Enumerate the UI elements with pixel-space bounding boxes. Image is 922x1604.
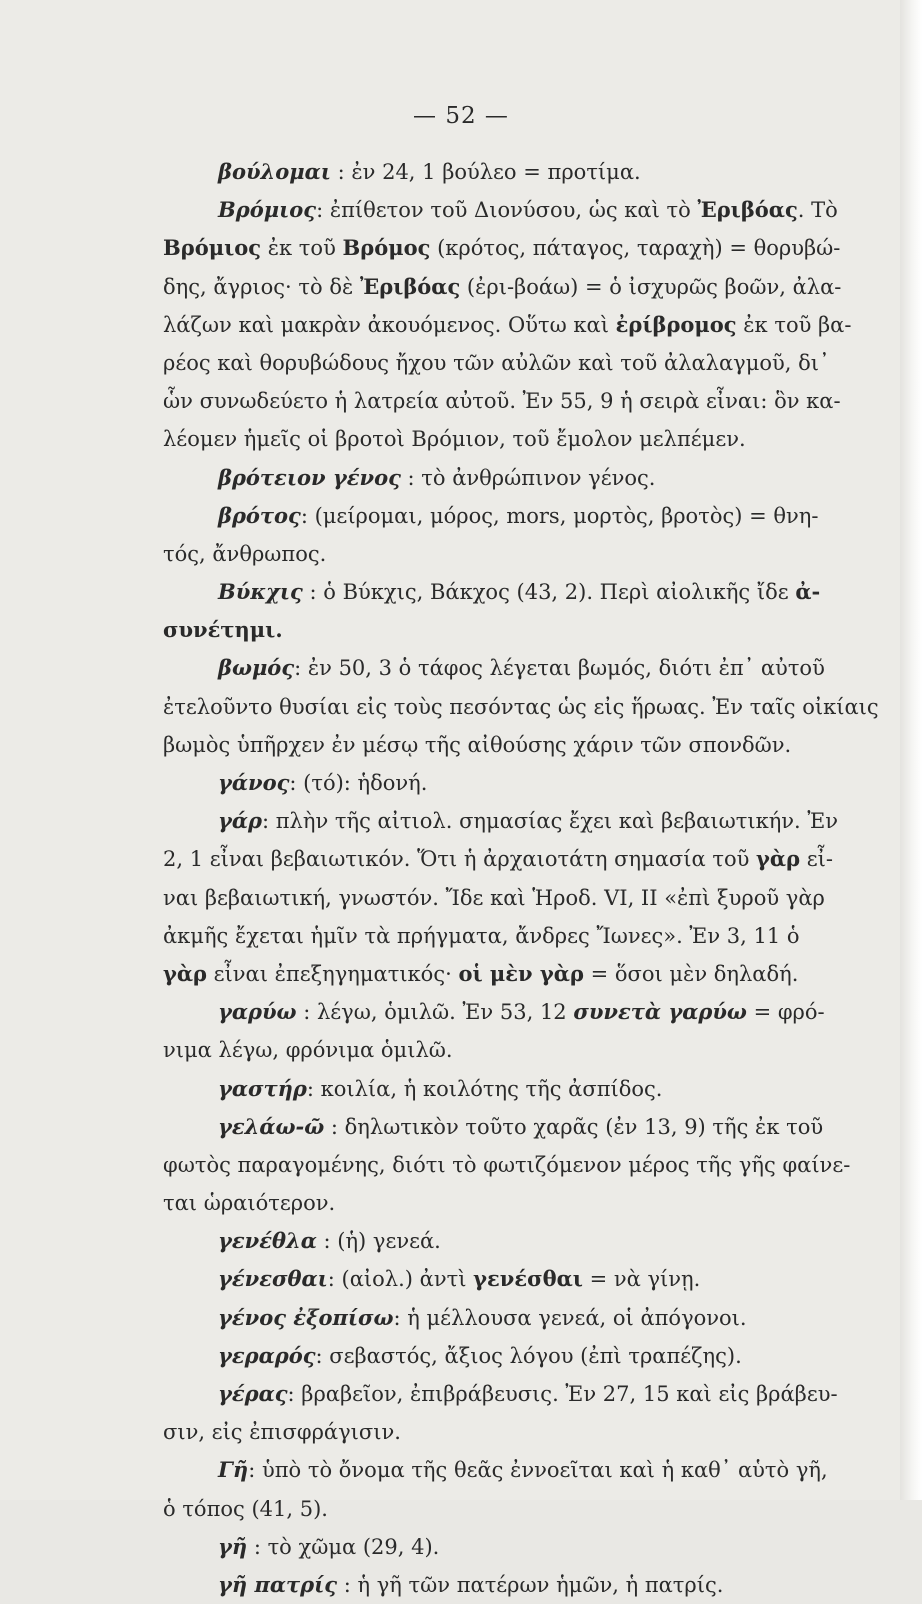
text-line bbox=[163, 1031, 881, 1069]
text-line bbox=[163, 1528, 881, 1566]
text-line bbox=[163, 1184, 881, 1222]
entry-text: (κρότος, πάταγος, ταραχὴ) = θορυβώ- bbox=[430, 236, 841, 261]
bold-term: Βρόμος bbox=[342, 235, 431, 261]
text-line bbox=[163, 688, 881, 726]
entry-text: (ἐρι-βοάω) = ὁ ἰσχυρῶς βοῶν, ἀλα- bbox=[460, 274, 842, 299]
entry-text: λέομεν ἡμεῖς οἱ βροτοὶ Βρόμιον, τοῦ ἔμολον μελπέμεν. bbox=[163, 427, 746, 452]
entry-text: : λέγω, ὁμιλῶ. Ἐν 53, 12 bbox=[296, 1000, 574, 1025]
entry-text: : ἡ γῆ τῶν πατέρων ἡμῶν, ἡ πατρίς. bbox=[337, 1572, 724, 1597]
text-line bbox=[163, 1299, 881, 1337]
bold-term: ἐρίβρομος bbox=[615, 311, 737, 337]
text-line bbox=[163, 840, 881, 878]
entry-headword: βωμός bbox=[218, 655, 295, 681]
entry-text: σιν, εἰς ἐπισφράγισιν. bbox=[163, 1420, 401, 1445]
text-line bbox=[163, 649, 881, 687]
bold-term: γὰρ bbox=[756, 846, 801, 872]
page-number: — 52 — bbox=[413, 103, 509, 129]
entry-text: εἶναι ἐπεξηγηματικός· bbox=[207, 961, 459, 986]
text-line bbox=[163, 993, 881, 1031]
entry-text: : τὸ ἀνθρώπινον γένος. bbox=[400, 465, 656, 490]
entry-headword: γενέθλα bbox=[218, 1228, 317, 1254]
entry-text: ἀκμῆς ἔχεται ἡμῖν τὰ πρήγματα, ἄνδρες Ἴωνες». Ἐν 3, 11 ὁ bbox=[163, 923, 800, 948]
entry-text: : ἐν 24, 1 βούλεο = προτίμα. bbox=[330, 160, 641, 184]
bold-term: οἱ μὲν γὰρ bbox=[458, 960, 584, 986]
entry-headword: Βύκχις bbox=[218, 579, 303, 605]
entry-text: εἶ- bbox=[800, 847, 833, 872]
entry-text: 2, 1 εἶναι βεβαιωτικόν. Ὅτι ἡ ἀρχαιοτάτη σημασία τοῦ bbox=[163, 847, 757, 872]
text-line bbox=[163, 497, 881, 535]
entry-headword: γεραρός bbox=[218, 1342, 316, 1368]
entry-text: νιμα λέγω, φρόνιμα ὁμιλῶ. bbox=[163, 1038, 453, 1063]
entry-text: ναι βεβαιωτική, γνωστόν. Ἴδε καὶ Ἡροδ. VI, II «ἐπὶ ξυροῦ γὰρ bbox=[163, 885, 825, 910]
text-line bbox=[163, 382, 881, 420]
entry-text: λάζων καὶ μακρὰν ἀκουόμενος. Οὕτω καὶ bbox=[163, 312, 616, 337]
text-line bbox=[163, 535, 881, 573]
entry-text: : βραβεῖον, ἐπιβράβευσις. Ἐν 27, 15 καὶ εἰς βράβευ- bbox=[287, 1382, 838, 1406]
entry-text: : (μείρομαι, μόρος, mors, μορτὸς, βροτὸς) = θνη- bbox=[300, 503, 819, 528]
entry-headword: γένος ἐξοπίσω bbox=[218, 1304, 394, 1330]
entry-text: ὁ τόπος (41, 5). bbox=[163, 1496, 328, 1521]
entry-text: : ἡ μέλλουσα γενεά, οἱ ἀπόγονοι. bbox=[393, 1305, 747, 1330]
text-line bbox=[163, 229, 881, 267]
text-line bbox=[163, 1337, 881, 1375]
text-line bbox=[163, 191, 881, 229]
entry-text: : (ἡ) γενεά. bbox=[316, 1229, 441, 1254]
text-line bbox=[163, 1108, 881, 1146]
text-line bbox=[163, 153, 881, 191]
text-line bbox=[163, 726, 881, 764]
entry-headword: Γῆ bbox=[218, 1457, 249, 1483]
entry-headword: γάνος bbox=[218, 770, 290, 795]
entry-headword: γένεσθαι bbox=[218, 1266, 328, 1292]
entry-text: : σεβαστός, ἄξιος λόγου (ἐπὶ τραπέζης). bbox=[315, 1343, 742, 1368]
entry-headword: γῆ πατρίς bbox=[218, 1571, 338, 1597]
entry-text: = νὰ γίνῃ. bbox=[582, 1267, 701, 1292]
entry-text: : ἐπίθετον τοῦ Διονύσου, ὡς καὶ τὸ bbox=[316, 198, 698, 223]
text-line bbox=[163, 611, 881, 649]
entry-text: : πλὴν τῆς αἰτιολ. σημασίας ἔχει καὶ βεβαιωτικήν. Ἐν bbox=[262, 809, 839, 834]
entry-text: : (αἰολ.) ἀντὶ bbox=[327, 1267, 474, 1292]
entry-headword: γαρύω bbox=[218, 999, 297, 1025]
entry-text: : ὑπὸ τὸ ὄνομα τῆς θεᾶς ἐννοεῖται καὶ ἡ καθ᾿ αὑτὸ γῆ, bbox=[248, 1458, 828, 1483]
bold-term: γενέσθαι bbox=[473, 1266, 583, 1292]
text-line bbox=[163, 955, 881, 993]
entry-headword: γάρ bbox=[218, 808, 262, 834]
entry-headword: συνετὰ γαρύω bbox=[573, 999, 747, 1025]
text-line bbox=[163, 1222, 881, 1260]
entry-headword: Βρόμιος bbox=[218, 197, 317, 223]
entry-text: : (τό): ἡδονή. bbox=[289, 771, 428, 795]
entry-text: . Τὸ bbox=[797, 198, 838, 223]
text-line bbox=[163, 1070, 881, 1108]
entry-text: τός, ἄνθρωπος. bbox=[163, 541, 327, 566]
entry-headword: βούλομαι bbox=[218, 159, 331, 184]
text-line bbox=[163, 802, 881, 840]
entry-text: ἐκ τοῦ bbox=[261, 236, 343, 261]
entry-text: φωτὸς παραγομένης, διότι τὸ φωτιζόμενον μέρος τῆς γῆς φαίνε- bbox=[163, 1152, 851, 1177]
text-line bbox=[163, 879, 881, 917]
entry-text: βωμὸς ὑπῆρχεν ἐν μέσῳ τῆς αἰθούσης χάριν τῶν σπονδῶν. bbox=[163, 732, 792, 757]
text-line bbox=[163, 1566, 881, 1604]
entry-text: = ὅσοι μὲν δηλαδή. bbox=[583, 961, 799, 986]
entry-headword: γελάω-ῶ bbox=[218, 1113, 325, 1139]
entry-text: : ὁ Βύκχις, Βάκχος (43, 2). Περὶ αἰολικῆς ἴδε bbox=[302, 580, 796, 605]
bold-term: Βρόμιος bbox=[163, 235, 262, 261]
text-line bbox=[163, 306, 881, 344]
text-line bbox=[163, 1260, 881, 1298]
text-line bbox=[163, 1146, 881, 1184]
entry-text: ἐτελοῦντο θυσίαι εἰς τοὺς πεσόντας ὡς εἰς ἥρωας. Ἐν ταῖς οἰκίαις bbox=[163, 694, 879, 719]
entry-text: ται ὡραιότερον. bbox=[163, 1191, 336, 1216]
dictionary-text bbox=[163, 153, 881, 1604]
entry-headword: γέρας bbox=[218, 1381, 288, 1406]
bold-term: συνέτημι. bbox=[163, 617, 283, 643]
entry-text: = φρό- bbox=[746, 1000, 825, 1025]
text-line bbox=[163, 268, 881, 306]
bold-term: Ἐριβόας bbox=[697, 197, 798, 223]
entry-headword: βρότος bbox=[218, 502, 301, 528]
entry-headword: βρότειον γένος bbox=[218, 464, 401, 490]
text-line bbox=[163, 1490, 881, 1528]
text-line bbox=[163, 1413, 881, 1451]
bold-term: γὰρ bbox=[163, 960, 207, 986]
text-line bbox=[163, 459, 881, 497]
entry-text: : δηλωτικὸν τοῦτο χαρᾶς (ἐν 13, 9) τῆς ἐκ τοῦ bbox=[324, 1114, 824, 1139]
entry-headword: γαστήρ bbox=[218, 1075, 307, 1101]
text-line bbox=[163, 764, 881, 802]
page-edge bbox=[900, 0, 922, 1500]
entry-text: ἐκ τοῦ βα- bbox=[736, 312, 852, 337]
text-line bbox=[163, 344, 881, 382]
entry-text: : τὸ χῶμα (29, 4). bbox=[247, 1534, 440, 1559]
entry-text: δης, ἄγριος· τὸ δὲ bbox=[163, 274, 360, 299]
entry-text: : κοιλία, ἡ κοιλότης τῆς ἀσπίδος. bbox=[306, 1076, 663, 1101]
entry-text: ρέος καὶ θορυβώδους ἤχου τῶν αὐλῶν καὶ τοῦ ἀλαλαγμοῦ, δι᾿ bbox=[163, 350, 830, 375]
entry-text: : ἐν 50, 3 ὁ τάφος λέγεται βωμός, διότι ἐπ᾿ αὐτοῦ bbox=[294, 656, 825, 681]
text-line bbox=[163, 917, 881, 955]
text-line bbox=[163, 420, 881, 458]
bold-term: ἀ- bbox=[795, 579, 821, 605]
text-line bbox=[163, 1375, 881, 1413]
entry-text: ὧν συνωδεύετο ἡ λατρεία αὐτοῦ. Ἐν 55, 9 ἡ σειρὰ εἶναι: ὃν κα- bbox=[163, 389, 841, 414]
entry-headword: γῆ bbox=[218, 1533, 248, 1559]
text-line bbox=[163, 1451, 881, 1489]
text-line bbox=[163, 573, 881, 611]
bold-term: Ἐριβόας bbox=[359, 273, 461, 299]
